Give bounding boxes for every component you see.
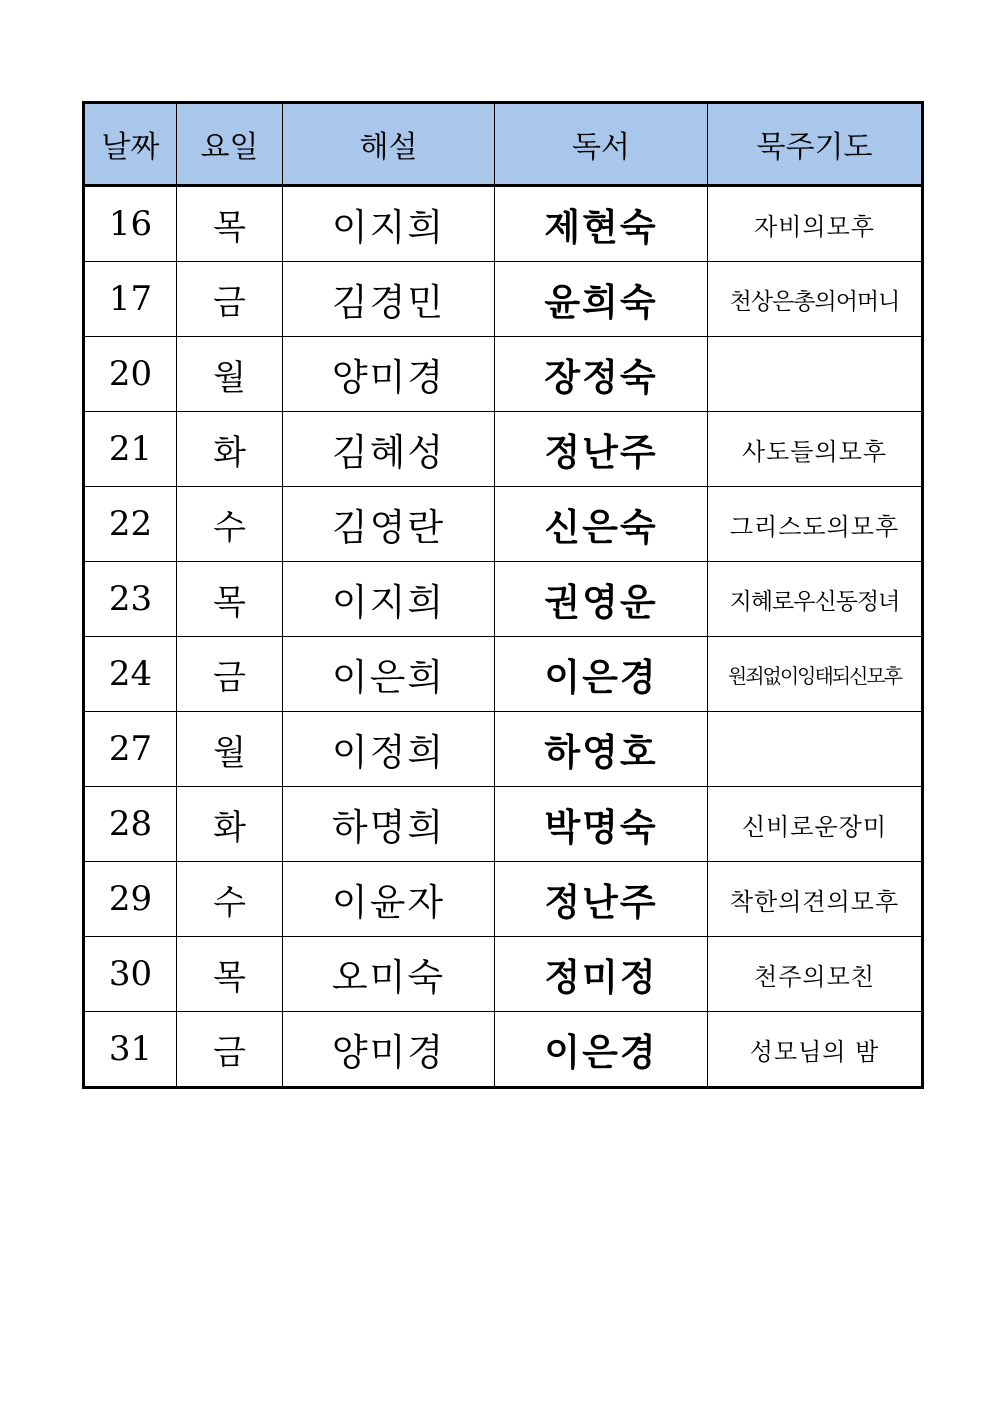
- header-day: 요일: [177, 103, 283, 186]
- commentary-cell: 양미경: [283, 337, 495, 412]
- rosary-cell: 착한의견의모후: [708, 862, 923, 937]
- date-cell: 22: [84, 487, 177, 562]
- reading-cell: 하영호: [495, 712, 708, 787]
- rosary-cell: 사도들의모후: [708, 412, 923, 487]
- reading-cell: 제현숙: [495, 186, 708, 262]
- day-cell: 월: [177, 712, 283, 787]
- commentary-cell: 오미숙: [283, 937, 495, 1012]
- table-row: [84, 186, 923, 262]
- rosary-cell: 천상은총의어머니: [708, 262, 923, 337]
- date-cell: 20: [84, 337, 177, 412]
- commentary-cell: 김혜성: [283, 412, 495, 487]
- date-cell: 17: [84, 262, 177, 337]
- header-date: 날짜: [84, 103, 177, 186]
- day-cell: 화: [177, 412, 283, 487]
- date-cell: 27: [84, 712, 177, 787]
- table-row: [84, 262, 923, 337]
- table-row: [84, 562, 923, 637]
- table-row: [84, 487, 923, 562]
- day-cell: 금: [177, 1012, 283, 1088]
- reading-cell: 이은경: [495, 637, 708, 712]
- date-cell: 21: [84, 412, 177, 487]
- date-cell: 31: [84, 1012, 177, 1088]
- day-cell: 화: [177, 787, 283, 862]
- reading-cell: 장정숙: [495, 337, 708, 412]
- reading-cell: 권영운: [495, 562, 708, 637]
- rosary-cell: [708, 337, 923, 412]
- reading-cell: 신은숙: [495, 487, 708, 562]
- reading-cell: 정난주: [495, 412, 708, 487]
- header-rosary: 묵주기도: [708, 103, 923, 186]
- reading-cell: 윤희숙: [495, 262, 708, 337]
- date-cell: 29: [84, 862, 177, 937]
- table-row: [84, 637, 923, 712]
- date-cell: 28: [84, 787, 177, 862]
- day-cell: 목: [177, 186, 283, 262]
- rosary-cell: 천주의모친: [708, 937, 923, 1012]
- table-row: [84, 787, 923, 862]
- commentary-cell: 이윤자: [283, 862, 495, 937]
- commentary-cell: 김경민: [283, 262, 495, 337]
- rosary-cell: 신비로운장미: [708, 787, 923, 862]
- rosary-cell: 성모님의 밤: [708, 1012, 923, 1088]
- reading-cell: 정미정: [495, 937, 708, 1012]
- date-cell: 23: [84, 562, 177, 637]
- date-cell: 24: [84, 637, 177, 712]
- rosary-cell: 자비의모후: [708, 186, 923, 262]
- table-row: [84, 337, 923, 412]
- commentary-cell: 하명희: [283, 787, 495, 862]
- reading-cell: 이은경: [495, 1012, 708, 1088]
- date-cell: 30: [84, 937, 177, 1012]
- commentary-cell: 이지희: [283, 562, 495, 637]
- commentary-cell: 이지희: [283, 186, 495, 262]
- header-reading: 독서: [495, 103, 708, 186]
- reading-cell: 박명숙: [495, 787, 708, 862]
- day-cell: 월: [177, 337, 283, 412]
- rosary-cell: 원죄없이잉태되신모후: [708, 637, 923, 712]
- rosary-cell: [708, 712, 923, 787]
- schedule-table: [82, 101, 924, 1089]
- day-cell: 금: [177, 637, 283, 712]
- header-row: [84, 103, 923, 186]
- day-cell: 수: [177, 487, 283, 562]
- table-row: [84, 412, 923, 487]
- day-cell: 목: [177, 937, 283, 1012]
- date-cell: 16: [84, 186, 177, 262]
- reading-cell: 정난주: [495, 862, 708, 937]
- table-row: [84, 862, 923, 937]
- day-cell: 수: [177, 862, 283, 937]
- commentary-cell: 양미경: [283, 1012, 495, 1088]
- day-cell: 금: [177, 262, 283, 337]
- commentary-cell: 이은희: [283, 637, 495, 712]
- header-commentary: 해설: [283, 103, 495, 186]
- commentary-cell: 김영란: [283, 487, 495, 562]
- table-row: [84, 712, 923, 787]
- rosary-cell: 지혜로우신동정녀: [708, 562, 923, 637]
- table-row: [84, 1012, 923, 1088]
- day-cell: 목: [177, 562, 283, 637]
- rosary-cell: 그리스도의모후: [708, 487, 923, 562]
- table-row: [84, 937, 923, 1012]
- commentary-cell: 이정희: [283, 712, 495, 787]
